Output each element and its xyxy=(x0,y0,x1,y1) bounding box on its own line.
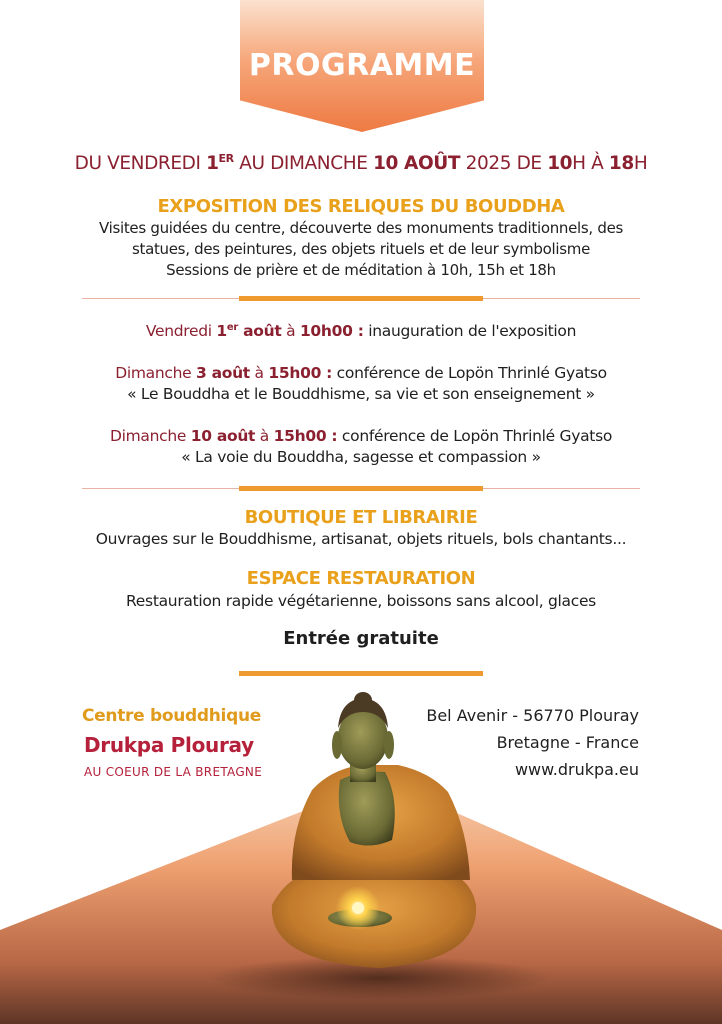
programme-title: PROGRAMME xyxy=(248,48,476,83)
address-line2: Bretagne - France xyxy=(496,733,639,752)
buddha-ushnisha xyxy=(354,692,372,708)
buddha-ear-left xyxy=(332,731,342,759)
exposition-line-1: Visites guidées du centre, découverte des monuments traditionnels, des xyxy=(98,219,624,237)
exposition-line-3: Sessions de prière et de méditation à 10h, 15h et 18h xyxy=(166,261,556,279)
boutique-title: BOUTIQUE ET LIBRAIRIE xyxy=(244,507,478,528)
free-entry: Entrée gratuite xyxy=(283,628,439,649)
event-conference-2-subtitle: « La voie du Bouddha, sagesse et compassion » xyxy=(181,448,541,466)
address-line1: Bel Avenir - 56770 Plouray xyxy=(426,706,639,725)
restauration-title: ESPACE RESTAURATION xyxy=(246,568,476,589)
exposition-line-2: statues, des peintures, des objets rituels et de leur symbolisme xyxy=(131,240,591,258)
center-name-line1: Centre bouddhique xyxy=(82,706,261,726)
event-inauguration: Vendredi 1er août à 10h00 : inauguration de l'exposition xyxy=(145,322,577,341)
website-link[interactable]: www.drukpa.eu xyxy=(514,760,639,779)
buddha-ear-right xyxy=(384,731,394,759)
center-tagline: AU COEUR DE LA BRETAGNE xyxy=(84,765,263,779)
center-name-line2: Drukpa Plouray xyxy=(84,733,254,757)
buddha-chest xyxy=(339,772,395,846)
light-core-icon xyxy=(352,902,364,914)
event-conference-1: Dimanche 3 août à 15h00 : conférence de Lopön Thrinlé Gyatso xyxy=(115,364,607,382)
event-conference-2: Dimanche 10 août à 15h00 : conférence de Lopön Thrinlé Gyatso xyxy=(109,427,613,445)
boutique-text: Ouvrages sur le Bouddhisme, artisanat, objets rituels, bols chantants... xyxy=(95,530,627,548)
event-conference-1-subtitle: « Le Bouddha et le Bouddhisme, sa vie et son enseignement » xyxy=(127,385,595,403)
restauration-text: Restauration rapide végétarienne, boissons sans alcool, glaces xyxy=(126,592,596,610)
event-dates: DU VENDREDI 1ER AU DIMANCHE 10 AOÛT 2025 DE 10H À 18H xyxy=(74,152,648,175)
exposition-title: EXPOSITION DES RELIQUES DU BOUDDHA xyxy=(157,196,565,217)
